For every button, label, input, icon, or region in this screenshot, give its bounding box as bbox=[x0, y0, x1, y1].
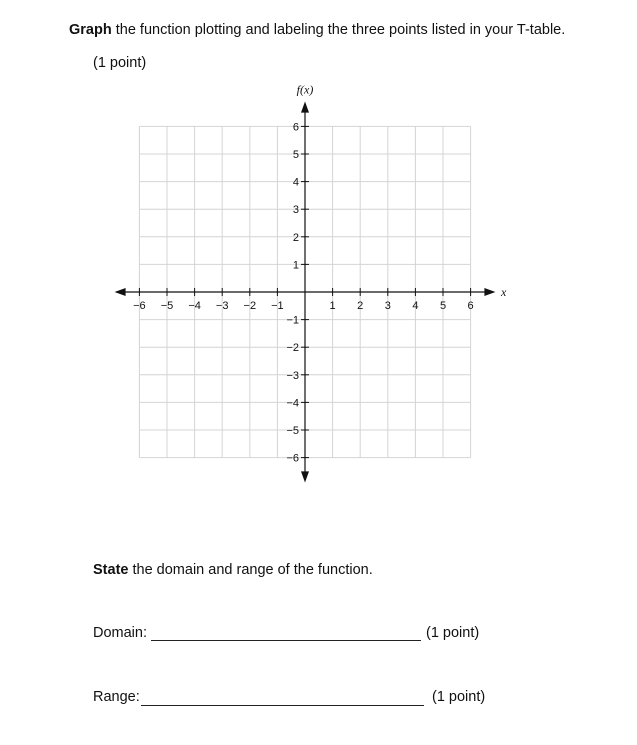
range-points: (1 point) bbox=[432, 689, 486, 705]
x-tick-label: −1 bbox=[271, 300, 284, 312]
range-answer-line[interactable] bbox=[141, 705, 424, 706]
y-axis-up-arrow bbox=[301, 102, 309, 113]
question-domain-range-instruction bbox=[93, 562, 373, 578]
y-axis-down-arrow bbox=[301, 471, 309, 482]
question-graph-points: (1 point) bbox=[93, 55, 147, 71]
x-tick-label: −3 bbox=[215, 300, 229, 312]
y-tick-label: 4 bbox=[292, 176, 299, 189]
y-tick-label: 2 bbox=[292, 231, 299, 244]
y-tick-label: 6 bbox=[292, 121, 299, 134]
question-domain-range-text: the domain and range of the function. bbox=[128, 562, 373, 578]
x-tick-label: 3 bbox=[384, 300, 391, 312]
x-tick-label: 1 bbox=[329, 300, 336, 312]
question-graph-bold: Graph bbox=[69, 22, 112, 38]
y-tick-label: −3 bbox=[286, 369, 299, 382]
x-tick-label: −4 bbox=[188, 300, 201, 312]
x-tick-label: 2 bbox=[357, 300, 364, 312]
y-tick-label: 3 bbox=[292, 204, 299, 217]
range-label: Range: bbox=[93, 689, 140, 705]
x-axis-left-arrow bbox=[115, 288, 126, 296]
y-tick-label: −1 bbox=[286, 314, 299, 327]
domain-row bbox=[93, 625, 147, 641]
question-graph-text: the function plotting and labeling the three points listed in your T-table. bbox=[111, 22, 566, 38]
x-tick-label: 4 bbox=[412, 300, 419, 312]
x-axis-right-arrow bbox=[484, 288, 495, 296]
y-tick-label: −6 bbox=[286, 452, 299, 465]
x-tick-label: 5 bbox=[439, 300, 447, 312]
domain-label: Domain: bbox=[93, 625, 147, 641]
domain-answer-line[interactable] bbox=[151, 640, 421, 641]
y-tick-label: −5 bbox=[286, 425, 299, 437]
y-tick-label: 1 bbox=[292, 259, 299, 272]
y-tick-label: 5 bbox=[292, 149, 299, 161]
y-tick-label: −2 bbox=[286, 342, 299, 355]
x-tick-label: −5 bbox=[160, 300, 174, 312]
range-row bbox=[93, 689, 140, 705]
x-tick-label: −2 bbox=[243, 300, 257, 312]
x-tick-label: 6 bbox=[467, 300, 474, 312]
y-tick-label: −4 bbox=[286, 397, 299, 410]
x-axis-label: x bbox=[500, 285, 507, 299]
x-tick-label: −6 bbox=[133, 300, 146, 312]
question-domain-range-bold: State bbox=[93, 562, 129, 578]
domain-points: (1 point) bbox=[426, 625, 480, 641]
y-axis-label: f(x) bbox=[296, 82, 314, 97]
